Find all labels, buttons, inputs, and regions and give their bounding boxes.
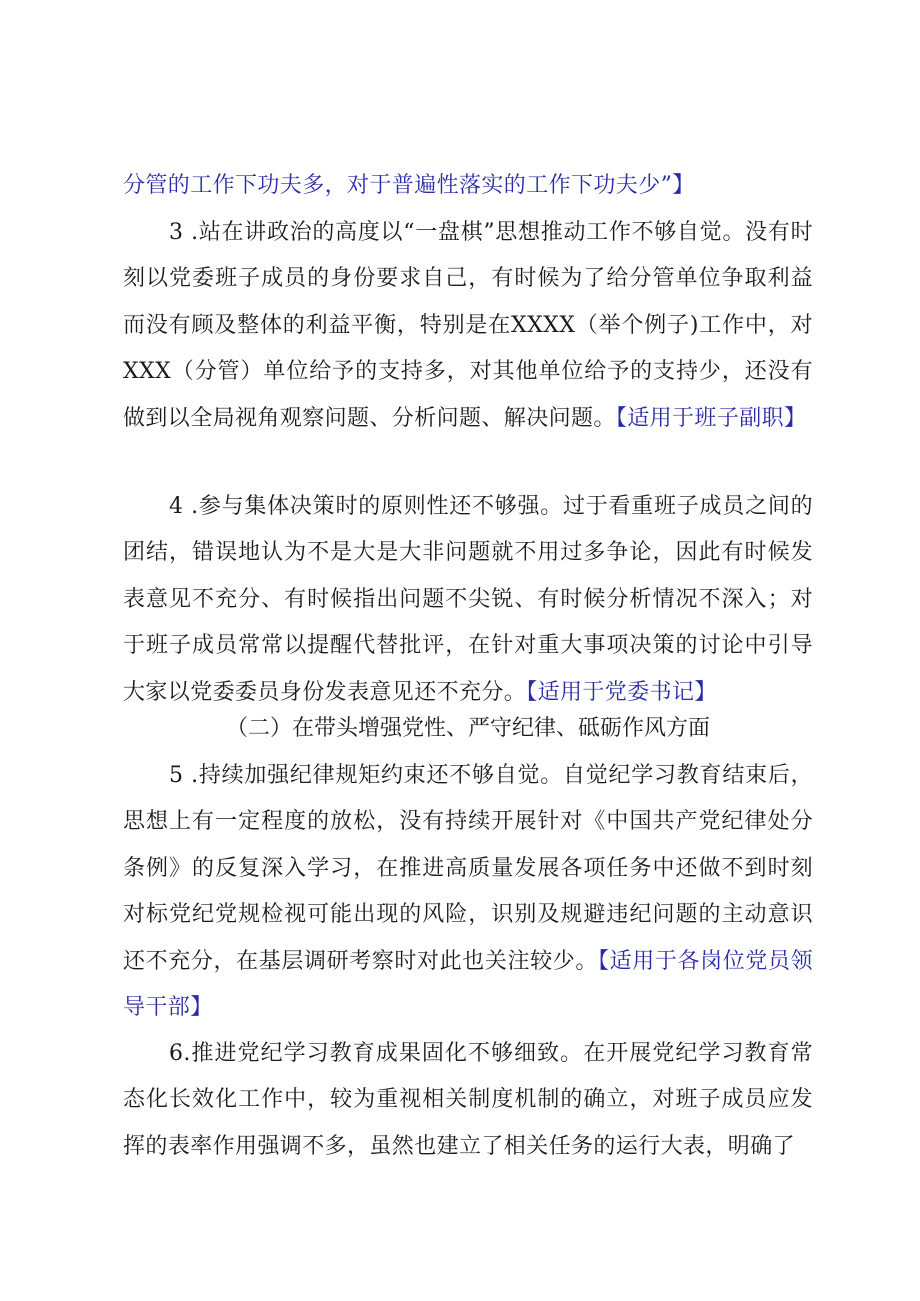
item-3-text: 3 .站在讲政治的高度以“一盘棋”思想推动工作不够自觉。没有时刻以党委班子成员的身份要求自己，有时候为了给分管单位争取利益而没有顾及整体的利益平衡，特别是在XXXX（举个例子)工作中，对XXX（分管）单位给予的支持多，对其他单位给予的支持少，还没有做到以全局视角观察问题、分析问题、解决问题。 [123, 220, 813, 431]
item-5-note: 【适用于各岗位党员领导干部】 [123, 948, 813, 1021]
section-2-heading: （二）在带头增强党性、严守纪律、砥砺作风方面 [225, 716, 710, 741]
item-4-text: 4 .参与集体决策时的原则性还不够强。过于看重班子成员之间的团结，错误地认为不是大是大非问题就不用过多争论，因此有时候发表意见不充分、有时候指出问题不尖锐、有时候分析情况不深入；对于班子成员常常以提醒代替批评，在针对重大事项决策的讨论中引导大家以党委委员身份发表意见还不充分。 [123, 494, 813, 705]
item-3-paragraph [123, 210, 813, 442]
item-4-note: 【适用于党委书记】 [526, 679, 717, 705]
item-4-paragraph [123, 484, 813, 716]
item-5-text: 5 .持续加强纪律规矩约束还不够自觉。自觉纪学习教育结束后，思想上有一定程度的放松，没有持续开展针对《中国共产党纪律处分条例》的反复深入学习，在推进高质量发展各项任务中还做不到时刻对标党纪党规检视可能出现的风险，识别及规避违纪问题的主动意识还不充分，在基层调研考察时对此也关注较少。 [123, 763, 813, 974]
item-6-text: 6.推进党纪学习教育成果固化不够细致。在开展党纪学习教育常态化长效化工作中，较为重视相关制度机制的确立，对班子成员应发挥的表率作用强调不多，虽然也建立了相关任务的运行大表，明确了 [123, 1041, 813, 1159]
item-6-paragraph [123, 1031, 813, 1170]
item-3-note: 【适用于班子副职】 [615, 405, 807, 431]
item-5-paragraph [123, 753, 813, 1031]
continuation-paragraph [123, 163, 813, 209]
applicability-note: 分管的工作下功夫多，对于普遍性落实的工作下功夫少”】 [123, 173, 695, 198]
